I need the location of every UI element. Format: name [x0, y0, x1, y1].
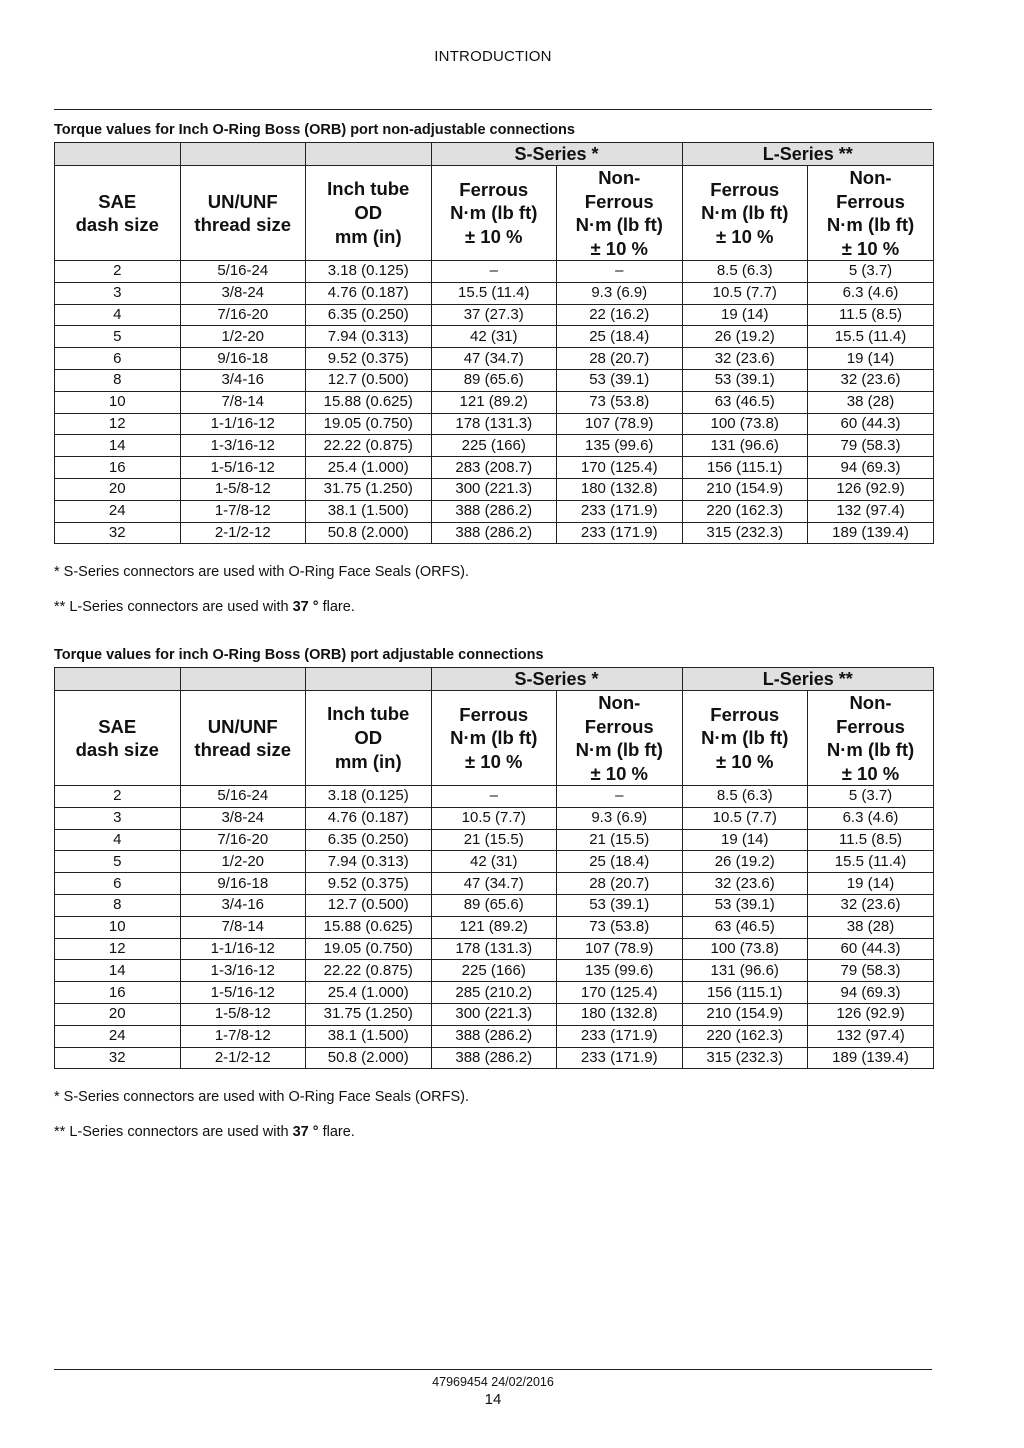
table-caption: Torque values for inch O-Ring Boss (ORB) port adjustable connections — [54, 647, 544, 663]
table-cell: 1-1/16-12 — [180, 938, 306, 960]
header-line: Ferrous — [836, 715, 905, 737]
header-line: Non- — [598, 167, 641, 188]
table-row — [55, 960, 934, 982]
table-cell: 32 (23.6) — [682, 348, 808, 370]
header-line: N·m (lb ft) — [826, 739, 915, 760]
table-cell: 156 (115.1) — [682, 457, 808, 479]
table-row — [55, 369, 934, 391]
table-cell: 6.35 (0.250) — [306, 304, 432, 326]
header-line: SAE — [98, 715, 137, 737]
table-cell: 32 — [55, 522, 181, 544]
table-cell: 19.05 (0.750) — [306, 938, 432, 960]
table-cell: 315 (232.3) — [682, 1047, 808, 1069]
header-line: N·m (lb ft) — [575, 739, 663, 760]
footnote-text: flare. — [318, 599, 355, 616]
table-cell: 94 (69.3) — [808, 457, 934, 479]
table-cell: 12.7 (0.500) — [306, 894, 432, 916]
table-cell: 233 (171.9) — [557, 1047, 683, 1069]
header-line: N·m (lb ft) — [701, 727, 789, 749]
table-cell: 233 (171.9) — [557, 522, 683, 544]
table-cell: 12 — [55, 413, 181, 435]
document-code: 47969454 24/02/2016 — [432, 1375, 554, 1389]
table-row — [55, 261, 934, 283]
table-cell: 15.88 (0.625) — [306, 391, 432, 413]
table-cell: 31.75 (1.250) — [306, 478, 432, 500]
s-series-header: S-Series * — [431, 668, 682, 691]
torque-table-section-adjustable — [54, 647, 932, 1140]
table-cell: 100 (73.8) — [682, 413, 808, 435]
table-cell: 3/4-16 — [180, 369, 306, 391]
flare-angle: 37 ° — [292, 1124, 319, 1141]
table-cell: 15.5 (11.4) — [808, 851, 934, 873]
sae-dash-size-header — [55, 691, 181, 786]
table-cell: 189 (139.4) — [808, 522, 934, 544]
table-row — [55, 938, 934, 960]
table-row — [55, 1003, 934, 1025]
page-header-title: INTRODUCTION — [434, 48, 552, 65]
thread-size-header — [180, 691, 306, 786]
table-cell: 42 (31) — [431, 326, 557, 348]
table-cell: 89 (65.6) — [431, 894, 557, 916]
header-line: Inch tube — [327, 178, 410, 199]
header-line: UN/UNF — [207, 190, 278, 212]
table-cell: 50.8 (2.000) — [306, 1047, 432, 1069]
table-row — [55, 982, 934, 1004]
table-cell: 20 — [55, 1003, 181, 1025]
header-line: UN/UNF — [207, 715, 278, 737]
table-row — [55, 786, 934, 808]
table-cell: 10.5 (7.7) — [682, 282, 808, 304]
empty-header-cell — [55, 668, 181, 691]
table-cell: 1-5/8-12 — [180, 478, 306, 500]
header-line: OD — [354, 727, 383, 748]
header-line: thread size — [194, 214, 292, 235]
table-cell: 1-3/16-12 — [180, 435, 306, 457]
table-cell: 300 (221.3) — [431, 478, 557, 500]
table-cell: 11.5 (8.5) — [808, 829, 934, 851]
header-line: N·m (lb ft) — [575, 214, 663, 235]
table-cell: 3/4-16 — [180, 894, 306, 916]
table-cell: 9.52 (0.375) — [306, 873, 432, 895]
table-cell: 225 (166) — [431, 960, 557, 982]
table-cell: 15.5 (11.4) — [431, 282, 557, 304]
table-cell: 233 (171.9) — [557, 500, 683, 522]
table-cell: 8.5 (6.3) — [682, 786, 808, 808]
table-cell: 1-1/16-12 — [180, 413, 306, 435]
table-cell: 220 (162.3) — [682, 1025, 808, 1047]
table-cell: – — [557, 786, 683, 808]
header-line: dash size — [75, 739, 159, 760]
table-cell: 388 (286.2) — [431, 1025, 557, 1047]
table-cell: 5 (3.7) — [808, 261, 934, 283]
l-series-ferrous-header — [682, 166, 808, 261]
empty-header-cell — [180, 668, 306, 691]
table-cell: 60 (44.3) — [808, 413, 934, 435]
header-line: ± 10 % — [590, 237, 648, 259]
l-series-header: L-Series ** — [682, 668, 934, 691]
table-cell: 210 (154.9) — [682, 478, 808, 500]
table-cell: 19.05 (0.750) — [306, 413, 432, 435]
table-cell: 2 — [55, 786, 181, 808]
table-cell: 1/2-20 — [180, 326, 306, 348]
table-cell: 2-1/2-12 — [180, 1047, 306, 1069]
table-cell: 53 (39.1) — [557, 894, 683, 916]
table-row — [55, 304, 934, 326]
table-cell: 121 (89.2) — [431, 916, 557, 938]
l-series-footnote — [54, 1124, 932, 1140]
table-cell: 9.3 (6.9) — [557, 282, 683, 304]
table-cell: 14 — [55, 435, 181, 457]
table-cell: 32 (23.6) — [682, 873, 808, 895]
thread-size-header — [180, 166, 306, 261]
table-cell: 31.75 (1.250) — [306, 1003, 432, 1025]
table-row — [55, 326, 934, 348]
table-cell: 8 — [55, 369, 181, 391]
footnote-text: ** L-Series connectors are used with — [54, 599, 293, 616]
s-series-ferrous-header — [431, 166, 557, 261]
table-cell: 6 — [55, 873, 181, 895]
l-series-non-ferrous-header — [808, 691, 934, 786]
table-row — [55, 435, 934, 457]
table-cell: 189 (139.4) — [808, 1047, 934, 1069]
flare-angle: 37 ° — [292, 599, 319, 616]
table-cell: 32 (23.6) — [808, 369, 934, 391]
table-cell: 21 (15.5) — [557, 829, 683, 851]
tube-od-header — [306, 166, 432, 261]
table-cell: 53 (39.1) — [682, 894, 808, 916]
table-cell: 20 — [55, 478, 181, 500]
table-cell: 180 (132.8) — [557, 478, 683, 500]
table-cell: 1-5/16-12 — [180, 982, 306, 1004]
table-cell: 16 — [55, 457, 181, 479]
table-cell: 63 (46.5) — [682, 391, 808, 413]
table-cell: 21 (15.5) — [431, 829, 557, 851]
l-series-ferrous-header — [682, 691, 808, 786]
table-cell: 38 (28) — [808, 391, 934, 413]
table-cell: 6.3 (4.6) — [808, 807, 934, 829]
table-row — [55, 522, 934, 544]
header-rule — [54, 109, 932, 110]
table-cell: 24 — [55, 500, 181, 522]
table-row — [55, 894, 934, 916]
table-cell: 10.5 (7.7) — [431, 807, 557, 829]
table-cell: 37 (27.3) — [431, 304, 557, 326]
table-cell: – — [557, 261, 683, 283]
header-line: N·m (lb ft) — [450, 202, 538, 224]
table-cell: 1-5/16-12 — [180, 457, 306, 479]
table-cell: 3/8-24 — [180, 807, 306, 829]
table-cell: 132 (97.4) — [808, 1025, 934, 1047]
table-cell: 10.5 (7.7) — [682, 807, 808, 829]
table-cell: 1-3/16-12 — [180, 960, 306, 982]
table-cell: 60 (44.3) — [808, 938, 934, 960]
header-line: Non- — [598, 692, 641, 713]
table-cell: 73 (53.8) — [557, 391, 683, 413]
table-cell: 107 (78.9) — [557, 413, 683, 435]
header-line: N·m (lb ft) — [450, 727, 538, 749]
table-cell: 19 (14) — [808, 348, 934, 370]
table-cell: 283 (208.7) — [431, 457, 557, 479]
l-series-header: L-Series ** — [682, 143, 934, 166]
table-cell: 38.1 (1.500) — [306, 500, 432, 522]
table-cell: 47 (34.7) — [431, 348, 557, 370]
table-cell: 32 (23.6) — [808, 894, 934, 916]
table-cell: 15.5 (11.4) — [808, 326, 934, 348]
table-cell: 53 (39.1) — [682, 369, 808, 391]
table-cell: 38.1 (1.500) — [306, 1025, 432, 1047]
table-cell: 15.88 (0.625) — [306, 916, 432, 938]
table-cell: 12 — [55, 938, 181, 960]
table-cell: 210 (154.9) — [682, 1003, 808, 1025]
empty-header-cell — [306, 668, 432, 691]
header-line: Non- — [849, 692, 892, 713]
header-line: N·m (lb ft) — [826, 214, 915, 235]
s-series-footnote: * S-Series connectors are used with O-Ring Face Seals (ORFS). — [54, 1089, 470, 1106]
table-cell: 3.18 (0.125) — [306, 261, 432, 283]
header-line: SAE — [98, 190, 137, 212]
table-cell: 94 (69.3) — [808, 982, 934, 1004]
table-cell: 6.3 (4.6) — [808, 282, 934, 304]
table-row — [55, 457, 934, 479]
header-line: ± 10 % — [590, 762, 648, 784]
table-cell: 14 — [55, 960, 181, 982]
table-cell: 100 (73.8) — [682, 938, 808, 960]
table-cell: 178 (131.3) — [431, 938, 557, 960]
header-line: OD — [354, 202, 383, 223]
table-cell: 10 — [55, 916, 181, 938]
table-cell: 22.22 (0.875) — [306, 435, 432, 457]
table-row — [55, 413, 934, 435]
table-cell: 1-5/8-12 — [180, 1003, 306, 1025]
table-row — [55, 348, 934, 370]
table-cell: 131 (96.6) — [682, 435, 808, 457]
table-cell: 73 (53.8) — [557, 916, 683, 938]
table-row — [55, 282, 934, 304]
table-cell: 126 (92.9) — [808, 1003, 934, 1025]
table-row — [55, 916, 934, 938]
table-cell: 7/8-14 — [180, 916, 306, 938]
table-cell: 131 (96.6) — [682, 960, 808, 982]
table-cell: 19 (14) — [682, 829, 808, 851]
table-cell: 11.5 (8.5) — [808, 304, 934, 326]
header-line: ± 10 % — [716, 750, 774, 772]
table-cell: – — [431, 786, 557, 808]
header-line: Ferrous — [836, 190, 905, 212]
table-cell: 107 (78.9) — [557, 938, 683, 960]
table-cell: 19 (14) — [808, 873, 934, 895]
footnote-text: flare. — [318, 1124, 355, 1141]
table-cell: 53 (39.1) — [557, 369, 683, 391]
header-line: Ferrous — [710, 178, 780, 200]
s-series-footnote: * S-Series connectors are used with O-Ring Face Seals (ORFS). — [54, 564, 470, 581]
table-cell: 26 (19.2) — [682, 326, 808, 348]
table-cell: 38 (28) — [808, 916, 934, 938]
table-cell: 26 (19.2) — [682, 851, 808, 873]
footnote-text: ** L-Series connectors are used with — [54, 1124, 293, 1141]
table-caption: Torque values for Inch O-Ring Boss (ORB) port non-adjustable connections — [54, 122, 575, 138]
tube-od-header — [306, 691, 432, 786]
header-line: Ferrous — [459, 703, 529, 725]
table-cell: 156 (115.1) — [682, 982, 808, 1004]
table-cell: 19 (14) — [682, 304, 808, 326]
table-row — [55, 500, 934, 522]
table-row — [55, 873, 934, 895]
table-cell: 7/16-20 — [180, 304, 306, 326]
footer-rule — [54, 1369, 932, 1370]
s-series-non-ferrous-header — [557, 166, 683, 261]
table-cell: 3 — [55, 807, 181, 829]
table-cell: 170 (125.4) — [557, 982, 683, 1004]
table-cell: 10 — [55, 391, 181, 413]
torque-table — [54, 667, 934, 1069]
table-cell: 2 — [55, 261, 181, 283]
table-cell: 25.4 (1.000) — [306, 982, 432, 1004]
table-cell: 5/16-24 — [180, 261, 306, 283]
table-row — [55, 851, 934, 873]
sae-dash-size-header — [55, 166, 181, 261]
table-cell: 285 (210.2) — [431, 982, 557, 1004]
table-cell: 25.4 (1.000) — [306, 457, 432, 479]
table-cell: 89 (65.6) — [431, 369, 557, 391]
table-cell: 7/16-20 — [180, 829, 306, 851]
table-cell: 25 (18.4) — [557, 851, 683, 873]
table-cell: 1-7/8-12 — [180, 500, 306, 522]
table-cell: 4.76 (0.187) — [306, 282, 432, 304]
header-line: mm (in) — [334, 226, 402, 247]
table-cell: 7.94 (0.313) — [306, 851, 432, 873]
table-cell: 9.3 (6.9) — [557, 807, 683, 829]
table-cell: 6 — [55, 348, 181, 370]
table-cell: 5 — [55, 326, 181, 348]
header-line: Ferrous — [710, 703, 780, 725]
l-series-footnote — [54, 599, 932, 615]
table-cell: 28 (20.7) — [557, 348, 683, 370]
table-cell: 4 — [55, 304, 181, 326]
s-series-header: S-Series * — [431, 143, 682, 166]
table-cell: 388 (286.2) — [431, 522, 557, 544]
header-line: N·m (lb ft) — [701, 202, 789, 224]
table-cell: 5 (3.7) — [808, 786, 934, 808]
table-cell: 315 (232.3) — [682, 522, 808, 544]
table-row — [55, 829, 934, 851]
table-cell: 47 (34.7) — [431, 873, 557, 895]
table-cell: 42 (31) — [431, 851, 557, 873]
table-cell: 7/8-14 — [180, 391, 306, 413]
empty-header-cell — [55, 143, 181, 166]
table-cell: 22 (16.2) — [557, 304, 683, 326]
empty-header-cell — [306, 143, 432, 166]
table-cell: 388 (286.2) — [431, 500, 557, 522]
header-line: ± 10 % — [716, 225, 774, 247]
table-cell: 2-1/2-12 — [180, 522, 306, 544]
table-cell: 79 (58.3) — [808, 960, 934, 982]
torque-table — [54, 142, 934, 544]
table-row — [55, 478, 934, 500]
table-cell: 4 — [55, 829, 181, 851]
table-cell: 28 (20.7) — [557, 873, 683, 895]
table-cell: 220 (162.3) — [682, 500, 808, 522]
table-cell: 4.76 (0.187) — [306, 807, 432, 829]
torque-table-section-non-adjustable — [54, 122, 932, 615]
table-cell: 63 (46.5) — [682, 916, 808, 938]
table-cell: 170 (125.4) — [557, 457, 683, 479]
header-line: ± 10 % — [465, 750, 523, 772]
table-cell: 16 — [55, 982, 181, 1004]
table-cell: 22.22 (0.875) — [306, 960, 432, 982]
table-row — [55, 807, 934, 829]
table-cell: 3.18 (0.125) — [306, 786, 432, 808]
table-cell: 1/2-20 — [180, 851, 306, 873]
table-cell: 8 — [55, 894, 181, 916]
table-cell: 9/16-18 — [180, 348, 306, 370]
s-series-ferrous-header — [431, 691, 557, 786]
header-line: mm (in) — [334, 751, 402, 772]
table-cell: 135 (99.6) — [557, 960, 683, 982]
table-cell: 126 (92.9) — [808, 478, 934, 500]
table-cell: 6.35 (0.250) — [306, 829, 432, 851]
table-cell: 132 (97.4) — [808, 500, 934, 522]
empty-header-cell — [180, 143, 306, 166]
table-cell: 79 (58.3) — [808, 435, 934, 457]
s-series-non-ferrous-header — [557, 691, 683, 786]
table-cell: 5 — [55, 851, 181, 873]
table-cell: 225 (166) — [431, 435, 557, 457]
header-line: Inch tube — [327, 703, 410, 724]
table-cell: 121 (89.2) — [431, 391, 557, 413]
header-line: ± 10 % — [841, 762, 900, 784]
table-cell: 12.7 (0.500) — [306, 369, 432, 391]
table-cell: 9.52 (0.375) — [306, 348, 432, 370]
l-series-non-ferrous-header — [808, 166, 934, 261]
table-row — [55, 391, 934, 413]
table-cell: 178 (131.3) — [431, 413, 557, 435]
table-cell: – — [431, 261, 557, 283]
table-cell: 5/16-24 — [180, 786, 306, 808]
header-line: ± 10 % — [841, 237, 900, 259]
table-cell: 24 — [55, 1025, 181, 1047]
table-row — [55, 1047, 934, 1069]
table-cell: 180 (132.8) — [557, 1003, 683, 1025]
table-cell: 8.5 (6.3) — [682, 261, 808, 283]
table-cell: 50.8 (2.000) — [306, 522, 432, 544]
header-line: thread size — [194, 739, 292, 760]
header-line: Ferrous — [584, 715, 654, 737]
table-cell: 9/16-18 — [180, 873, 306, 895]
table-cell: 1-7/8-12 — [180, 1025, 306, 1047]
table-cell: 135 (99.6) — [557, 435, 683, 457]
table-cell: 25 (18.4) — [557, 326, 683, 348]
header-line: Ferrous — [459, 178, 529, 200]
table-cell: 32 — [55, 1047, 181, 1069]
table-cell: 388 (286.2) — [431, 1047, 557, 1069]
table-cell: 233 (171.9) — [557, 1025, 683, 1047]
page-number: 14 — [484, 1391, 502, 1408]
table-cell: 3/8-24 — [180, 282, 306, 304]
table-cell: 3 — [55, 282, 181, 304]
table-row — [55, 1025, 934, 1047]
table-cell: 7.94 (0.313) — [306, 326, 432, 348]
table-cell: 300 (221.3) — [431, 1003, 557, 1025]
header-line: dash size — [75, 214, 159, 235]
header-line: ± 10 % — [465, 225, 523, 247]
header-line: Non- — [849, 167, 892, 188]
header-line: Ferrous — [584, 190, 654, 212]
